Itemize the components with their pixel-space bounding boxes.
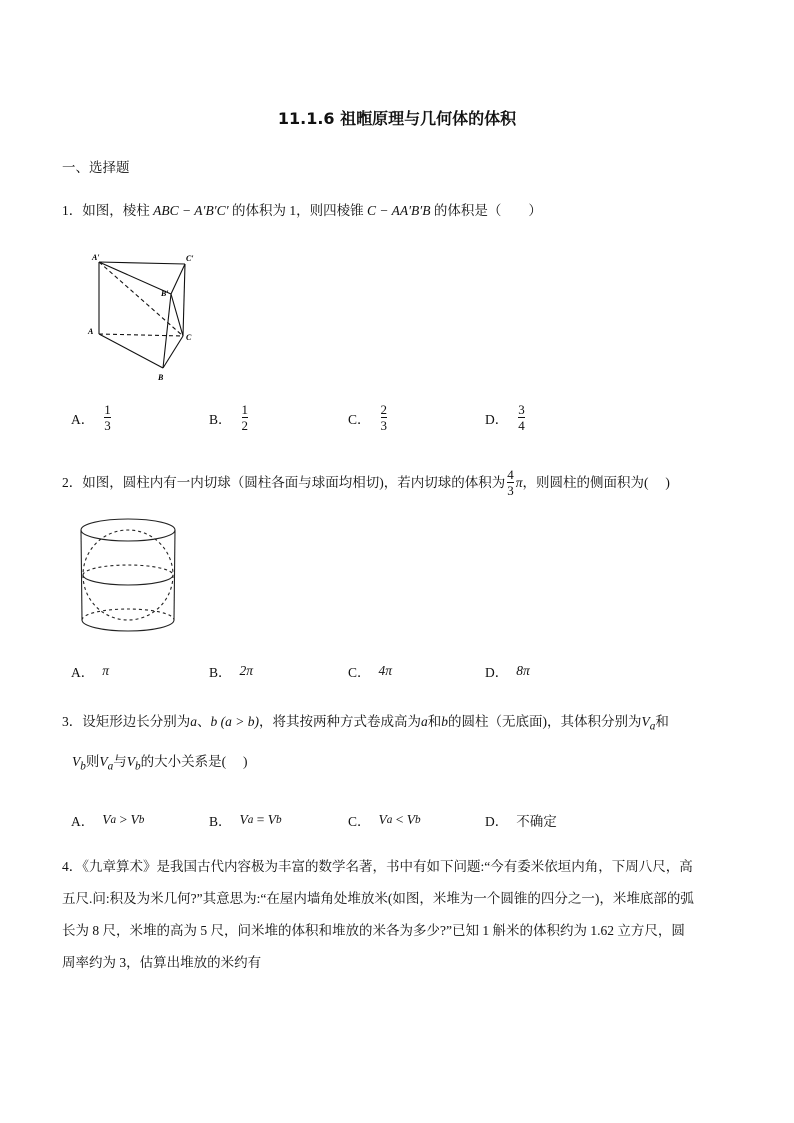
question-4-line-2: 五尺.问:积及为米几何?”其意思为:“在屋内墙角处堆放米(如图，米堆为一个圆锥的四分之一)，米堆底部的弧	[62, 891, 694, 906]
label-c: C	[186, 333, 192, 342]
label-b: B	[158, 373, 164, 382]
label-c-prime: C′	[186, 254, 194, 263]
question-2-stem	[62, 467, 670, 498]
label-a-prime: A′	[92, 253, 100, 262]
question-4-line-4: 周率约为 3，估算出堆放的米约有	[62, 955, 262, 970]
q2-post-text: ，则圆柱的侧面积为( )	[522, 474, 670, 490]
question-4-line-3: 长为 8 尺，米堆的高为 5 尺，问米堆的体积和堆放的米各为多少?”已知 1 斛米的体积约为 1.62 立方尺，圆	[62, 923, 685, 938]
q2-option-d[interactable]: D． 8π	[485, 663, 530, 680]
label-a: A	[88, 327, 94, 336]
q1-mid-text: 的体积为 1，则四棱锥	[231, 203, 364, 218]
q1-prism-figure	[82, 250, 204, 386]
q1-pyramid: C − AA′B′B	[366, 203, 431, 218]
q1-option-b-fraction: $\frac{1}{2}$	[241, 402, 249, 433]
q1-option-a[interactable]: A． $\frac{1}{3}$	[71, 402, 111, 433]
question-4-line-1: 4．《九章算术》是我国古代内容极为丰富的数学名著，书中有如下问题:“今有委米依垣内角，下周八尺，高	[62, 859, 693, 874]
question-1-stem	[62, 201, 542, 221]
page-title: 11.1.6 祖暅原理与几何体的体积	[277, 109, 517, 128]
label-b-prime: B′	[161, 289, 169, 298]
q2-pre-text: 2．如图，圆柱内有一内切球（圆柱各面与球面均相切)，若内切球的体积为	[62, 474, 506, 490]
q2-option-b[interactable]: B． 2π	[209, 663, 254, 680]
q1-prism: ABC − A′B′C′	[153, 203, 229, 218]
q1-number: 1．如图，棱柱	[62, 203, 150, 218]
q1-end-text: 的体积是（ ）	[433, 203, 542, 218]
q1-option-c[interactable]: C． $\frac{2}{3}$	[348, 402, 388, 433]
question-3-line-1: 3．设矩形边长分别为a、b (a > b)，将其按两种方式卷成高为a和b的圆柱（无底面)，其体积分别为$V_a$和	[62, 714, 669, 733]
q2-fraction: $\frac{4}{3}$	[507, 467, 514, 498]
q1-option-c-fraction: $\frac{2}{3}$	[380, 402, 388, 433]
q2-option-c[interactable]: C． 4π	[348, 663, 393, 680]
q1-option-d[interactable]: D． $\frac{3}{4}$	[485, 402, 525, 433]
q3-option-c[interactable]: C． V a < V b	[348, 812, 421, 829]
question-3-line-2: $V_b$则$V_a$与$V_b$的大小关系是( )	[72, 754, 248, 773]
q1-option-d-fraction: $\frac{3}{4}$	[518, 402, 525, 433]
q2-option-a[interactable]: A． π	[71, 663, 110, 680]
q2-cylinder-figure	[74, 515, 184, 635]
q3-option-b[interactable]: B． V a = V b	[209, 812, 282, 829]
q2-pi: π	[515, 474, 523, 490]
q3-option-a[interactable]: A． V a > V b	[71, 812, 145, 829]
q1-option-a-fraction: $\frac{1}{3}$	[104, 402, 111, 433]
section-heading: 一、选择题	[62, 160, 130, 175]
q3-option-d[interactable]: D． 不确定	[485, 814, 557, 829]
q1-option-b[interactable]: B． $\frac{1}{2}$	[209, 402, 249, 433]
